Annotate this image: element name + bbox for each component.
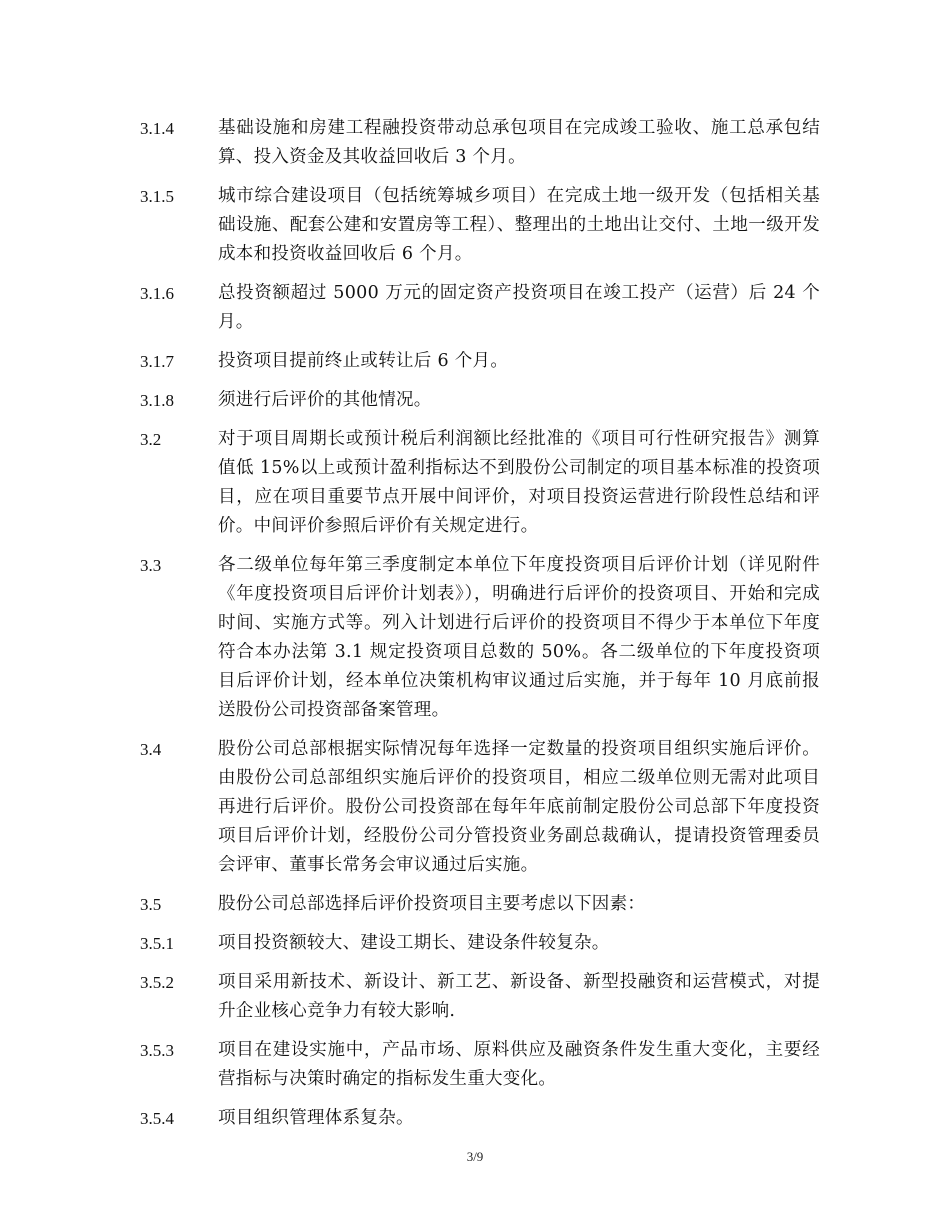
clause-number: 3.1.8 — [140, 391, 174, 410]
clause-3-5-4 — [140, 1104, 820, 1133]
clause-3-1-6 — [140, 279, 820, 337]
clause-3-5-1 — [140, 929, 820, 958]
clause-number: 3.1.5 — [140, 187, 174, 206]
clause-number: 3.5.4 — [140, 1109, 174, 1128]
clause-text: 各二级单位每年第三季度制定本单位下年度投资项目后评价计划（详见附件《年度投资项目后评价计划表》），明确进行后评价的投资项目、开始和完成时间、实施方式等。列入计划进行后评价的投资项目不得少于本单位下年度符合本办法第 3.1 规定投资项目总数的 50%。各二级单位的下年度投资项目后评价计划，经本单位决策机构审议通过后实施，并于每年 10 月底前报送股份公司投资部备案管理。 — [218, 555, 820, 720]
clause-3-2 — [140, 425, 820, 541]
clause-number: 3.1.4 — [140, 119, 174, 138]
clause-3-3 — [140, 551, 820, 725]
clause-text: 项目投资额较大、建设工期长、建设条件较复杂。 — [218, 933, 610, 953]
clause-text: 项目采用新技术、新设计、新工艺、新设备、新型投融资和运营模式，对提升企业核心竞争力有较大影响. — [218, 972, 820, 1021]
clause-3-5-2 — [140, 968, 820, 1026]
clause-text: 须进行后评价的其他情况。 — [218, 390, 432, 410]
clause-text: 股份公司总部根据实际情况每年选择一定数量的投资项目组织实施后评价。由股份公司总部组织实施后评价的投资项目，相应二级单位则无需对此项目再进行后评价。股份公司投资部在每年年底前制定股份公司总部下年度投资项目后评价计划，经股份公司分管投资业务副总裁确认，提请投资管理委员会评审、董事长常务会审议通过后实施。 — [218, 739, 820, 875]
clause-number: 3.5.2 — [140, 973, 174, 992]
clause-3-1-8 — [140, 386, 820, 415]
clause-3-1-4 — [140, 114, 820, 172]
clause-3-5 — [140, 890, 820, 919]
clause-3-4 — [140, 735, 820, 880]
clause-3-5-3 — [140, 1036, 820, 1094]
clause-text: 股份公司总部选择后评价投资项目主要考虑以下因素： — [218, 894, 646, 914]
clause-number: 3.1.6 — [140, 284, 174, 303]
clause-text: 投资项目提前终止或转让后 6 个月。 — [218, 351, 509, 371]
clause-list — [140, 114, 820, 1143]
clause-text: 基础设施和房建工程融投资带动总承包项目在完成竣工验收、施工总承包结算、投入资金及其收益回收后 3 个月。 — [218, 118, 820, 167]
clause-text: 项目在建设实施中，产品市场、原料供应及融资条件发生重大变化，主要经营指标与决策时确定的指标发生重大变化。 — [218, 1040, 820, 1089]
clause-number: 3.5.3 — [140, 1041, 174, 1060]
clause-text: 项目组织管理体系复杂。 — [218, 1108, 414, 1128]
clause-number: 3.5 — [140, 895, 162, 914]
clause-number: 3.2 — [140, 430, 162, 449]
clause-text: 对于项目周期长或预计税后利润额比经批准的《项目可行性研究报告》测算值低 15%以上或预计盈利指标达不到股份公司制定的项目基本标准的投资项目，应在项目重要节点开展中间评价，对项目投资运营进行阶段性总结和评价。中间评价参照后评价有关规定进行。 — [218, 429, 820, 536]
clause-number: 3.5.1 — [140, 934, 174, 953]
clause-number: 3.3 — [140, 556, 162, 575]
clause-text: 总投资额超过 5000 万元的固定资产投资项目在竣工投产（运营）后 24 个月。 — [218, 283, 820, 332]
clause-number: 3.1.7 — [140, 352, 174, 371]
clause-number: 3.4 — [140, 740, 162, 759]
clause-3-1-7 — [140, 347, 820, 376]
page-number: 3/9 — [466, 1149, 484, 1164]
clause-text: 城市综合建设项目（包括统筹城乡项目）在完成土地一级开发（包括相关基础设施、配套公建和安置房等工程）、整理出的土地出让交付、土地一级开发成本和投资收益回收后 6 个月。 — [218, 186, 820, 264]
clause-3-1-5 — [140, 182, 820, 269]
